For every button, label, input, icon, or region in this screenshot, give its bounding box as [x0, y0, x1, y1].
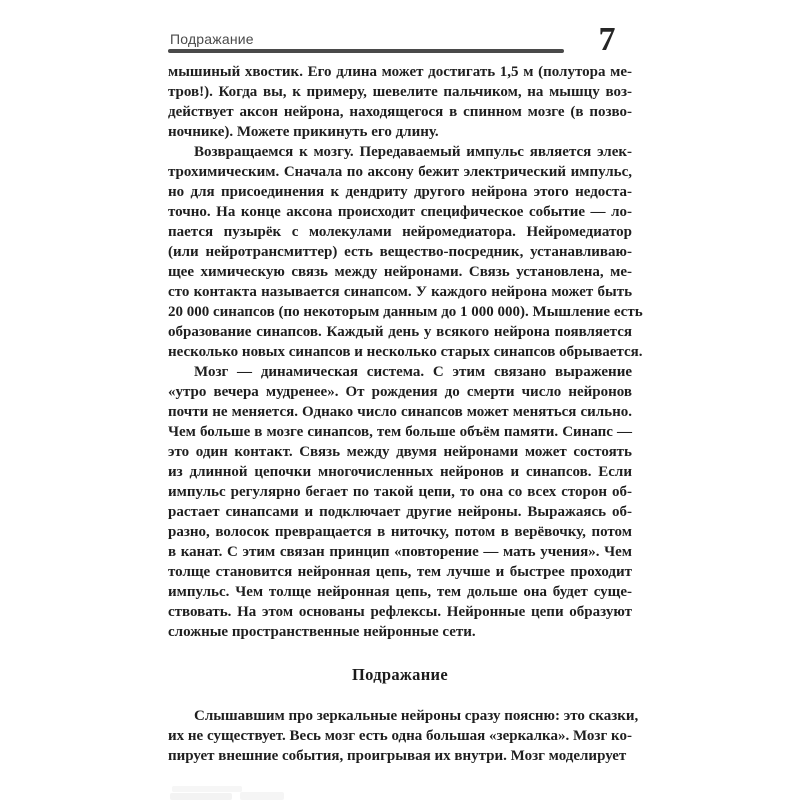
header-rule [168, 49, 564, 53]
text-line: несколько новых синапсов и несколько старых синапсов обрывается. [168, 344, 643, 360]
text-line: пирует внешние события, проигрывая их внутри. Мозг моделирует [168, 748, 627, 764]
text-line: трохимическим. Сначала по аксону бежит электрический импульс, [168, 164, 632, 180]
text-line: разно, волосок превращается в ниточку, потом в верёвочку, потом [168, 524, 632, 540]
text-line: (или нейротрансмиттер) есть вещество-посредник, устанавливаю- [168, 244, 632, 260]
text-line: в канат. С этим связан принцип «повторение — мать учения». Чем [168, 544, 632, 560]
text-line: сложные пространственные нейронные сети. [168, 624, 476, 640]
text-line: Возвращаемся к мозгу. Передаваемый импульс является элек- [194, 144, 632, 160]
text-line: почти не меняется. Однако число синапсов может меняться сильно. [168, 404, 632, 420]
text-line: 20 000 синапсов (по некоторым данным до 1 000 000). Мышление есть [168, 304, 643, 320]
text-line: Слышавшим про зеркальные нейроны сразу поясню: это сказки, [194, 708, 639, 724]
text-line: «утро вечера мудренее». От рождения до смерти число нейронов [168, 384, 632, 400]
section-heading: Подражание [352, 665, 448, 684]
paragraph [168, 706, 639, 766]
text-line: сто контакта называется синапсом. У каждого нейрона может быть [168, 284, 632, 300]
text-line: ночнике). Можете прикинуть его длину. [168, 124, 439, 140]
text-line: Мозг — динамическая система. С этим связано выражение [194, 364, 632, 380]
text-line: это один контакт. Связь между двумя нейронами может состоять [168, 444, 632, 460]
scan-artifact [240, 792, 284, 800]
paragraph [168, 142, 643, 362]
text-line: толще становится нейронная цепь, тем лучше и быстрее проходит [168, 564, 632, 580]
text-line: Чем больше в мозге синапсов, тем больше объём памяти. Синапс — [168, 424, 632, 440]
text-line: образование синапсов. Каждый день у всякого нейрона появляется [168, 324, 632, 340]
paragraph [168, 362, 632, 642]
text-line: мышиный хвостик. Его длина может достигать 1,5 м (полутора ме- [168, 64, 632, 80]
text-line: но для присоединения к дендриту другого нейрона этого недоста- [168, 184, 632, 200]
scan-artifact [170, 793, 232, 800]
scan-artifact [172, 786, 242, 792]
text-line: действует аксон нейрона, находящегося в спинном мозге (в позво- [168, 104, 632, 120]
text-line: растает синапсами и подключает другие нейроны. Выражаясь об- [168, 504, 632, 520]
text-line: импульс регулярно бегает по такой цепи, то она со всех сторон об- [168, 484, 632, 500]
text-line: точно. На конце аксона происходит специфическое событие — ло- [168, 204, 632, 220]
text-line: их не существует. Весь мозг есть одна большая «зеркалка». Мозг ко- [168, 728, 632, 744]
page-number: 7 [598, 21, 616, 58]
text-column [168, 62, 643, 766]
text-line: тров!). Когда вы, к примеру, шевелите пальчиком, на мышцу воз- [168, 84, 632, 100]
text-line: ствовать. На этом основаны рефлексы. Нейронные цепи образуют [168, 604, 632, 620]
running-head: Подражание [170, 31, 254, 47]
text-line: импульс. Чем толще нейронная цепь, тем дольше она будет суще- [168, 584, 632, 600]
paragraph [168, 62, 632, 142]
text-line: щее химическую связь между нейронами. Связь установлена, ме- [168, 264, 632, 280]
text-line: пается пузырёк с молекулами нейромедиатора. Нейромедиатор [168, 224, 632, 240]
text-line: из длинной цепочки многочисленных нейронов и синапсов. Если [168, 464, 632, 480]
